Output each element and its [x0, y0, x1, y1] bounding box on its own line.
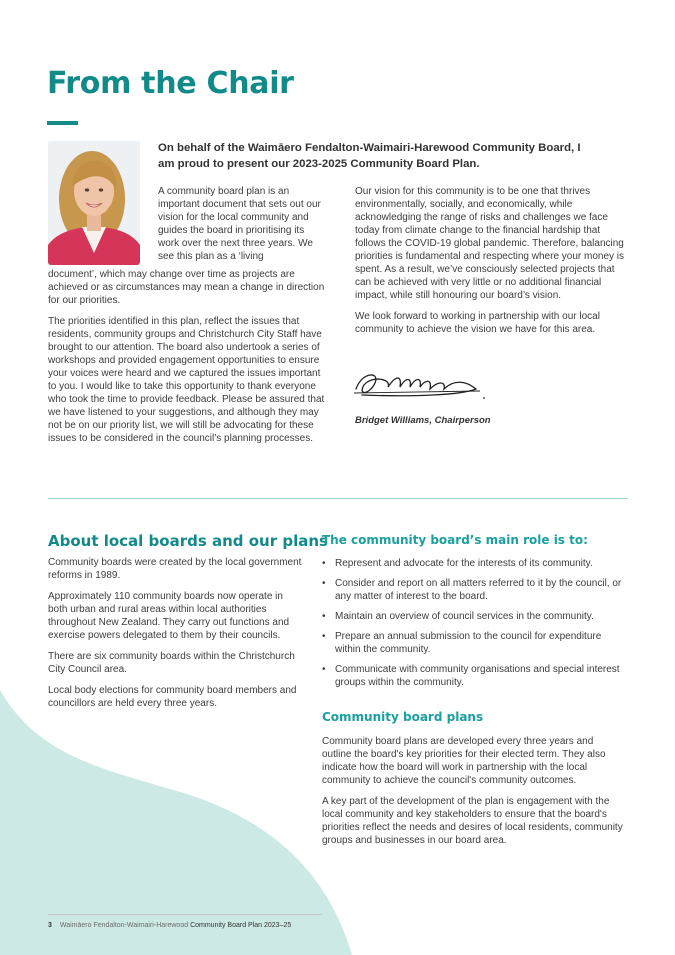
- plans-paragraph: Community board plans are developed every three years and outline the board's key priorities for their elected term. They also indicate how the board will work in partnership with the local community to achieve the council's community outcomes.: [322, 736, 606, 786]
- about-paragraph: Local body elections for community board members and councillors are held every three years.: [48, 685, 297, 709]
- about-heading: About local boards and our plans: [48, 532, 328, 550]
- signature-name: Bridget Williams, Chairperson: [355, 415, 491, 426]
- role-list: [322, 557, 622, 696]
- about-paragraph: Approximately 110 community boards now operate in both urban and rural areas within local authorities throughout New Zealand. They carry out functions and exercise powers delegated to them by their councils.: [48, 591, 290, 641]
- role-heading: The community board’s main role is to:: [322, 533, 588, 547]
- section-divider: [48, 498, 628, 499]
- chair-message-paragraph-1-wrap: document’, which may change over time as projects are achieved or as circumstances may mean a change in direction for our priorities.: [48, 269, 325, 306]
- chair-intro-statement: On behalf of the Waimāero Fendalton-Waimairi-Harewood Community Board, I am proud to present our 2023-2025 Community Board Plan.: [158, 142, 581, 170]
- chair-message-column-left: [48, 268, 330, 453]
- page-footer: [48, 922, 291, 929]
- chair-message-paragraph-4: We look forward to working in partnership with our local community to achieve the vision we have for this area.: [355, 311, 600, 335]
- chair-signature: [352, 365, 492, 405]
- plans-paragraph: A key part of the development of the plan is engagement with the local community and key stakeholders to ensure that the board's priorities reflect the needs and desires of local residents, community groups and businesses in our board area.: [322, 796, 623, 846]
- chair-message-paragraph-3: Our vision for this community is to be one that thrives environmentally, socially, and economically, while acknowledging the range of risks and challenges we face today from climate change to the financial hardship that follows the COVID-19 global pandemic. Therefore, balancing priorities is fundamental and respecting where your money is spent. As a result, we’ve consciously selected projects that can be achieved with very little or no additional financial impact, while still honouring our board’s vision.: [355, 186, 625, 301]
- plans-heading: Community board plans: [322, 710, 484, 724]
- chair-message-paragraph-2: The priorities identified in this plan, reflect the issues that residents, community groups and Christchurch City Staff have brought to our attention. The board also undertook a series of workshops and provided engagement opportunities to ensure your voices were heard and we captured the issues important to you. I would like to take this opportunity to thank everyone who took the time to provide feedback. Please be assured that we have listened to your suggestions, and although they may not be on our priority list, we will still be advocating for these issues to be considered in the council’s planning processes.: [48, 316, 325, 444]
- chair-message-paragraph-1-top: A community board plan is an important document that sets out our vision for the local community and guides the board in prioritising its work over the next three years. We see this plan as a ‘living: [158, 186, 321, 262]
- page-title: From the Chair: [47, 66, 294, 101]
- footer-rule: [48, 914, 322, 915]
- role-list-item: • Represent and advocate for the interests of its community.: [322, 557, 622, 570]
- footer-board-name: Waimāero Fendalton-Waimairi-Harewood: [59, 922, 189, 929]
- about-paragraph: There are six community boards within the Christchurch City Council area.: [48, 651, 295, 675]
- role-list-item: • Prepare an annual submission to the council for expenditure within the community.: [322, 630, 622, 656]
- role-list-item: • Communicate with community organisations and special interest groups within the community.: [322, 663, 622, 689]
- role-list-item: • Maintain an overview of council services in the community.: [322, 610, 622, 623]
- page-number: 3: [48, 922, 52, 929]
- title-underline: [47, 121, 78, 125]
- chair-portrait-photo: [48, 141, 140, 265]
- role-list-item: • Consider and report on all matters referred to it by the council, or any matter of interest to the board.: [322, 577, 622, 603]
- plans-section: [322, 735, 624, 855]
- chair-message-column-right: [355, 185, 630, 344]
- about-paragraph: Community boards were created by the local government reforms in 1989.: [48, 557, 302, 581]
- footer-document-name: Community Board Plan 2023–25: [190, 922, 292, 929]
- about-section: [48, 556, 303, 718]
